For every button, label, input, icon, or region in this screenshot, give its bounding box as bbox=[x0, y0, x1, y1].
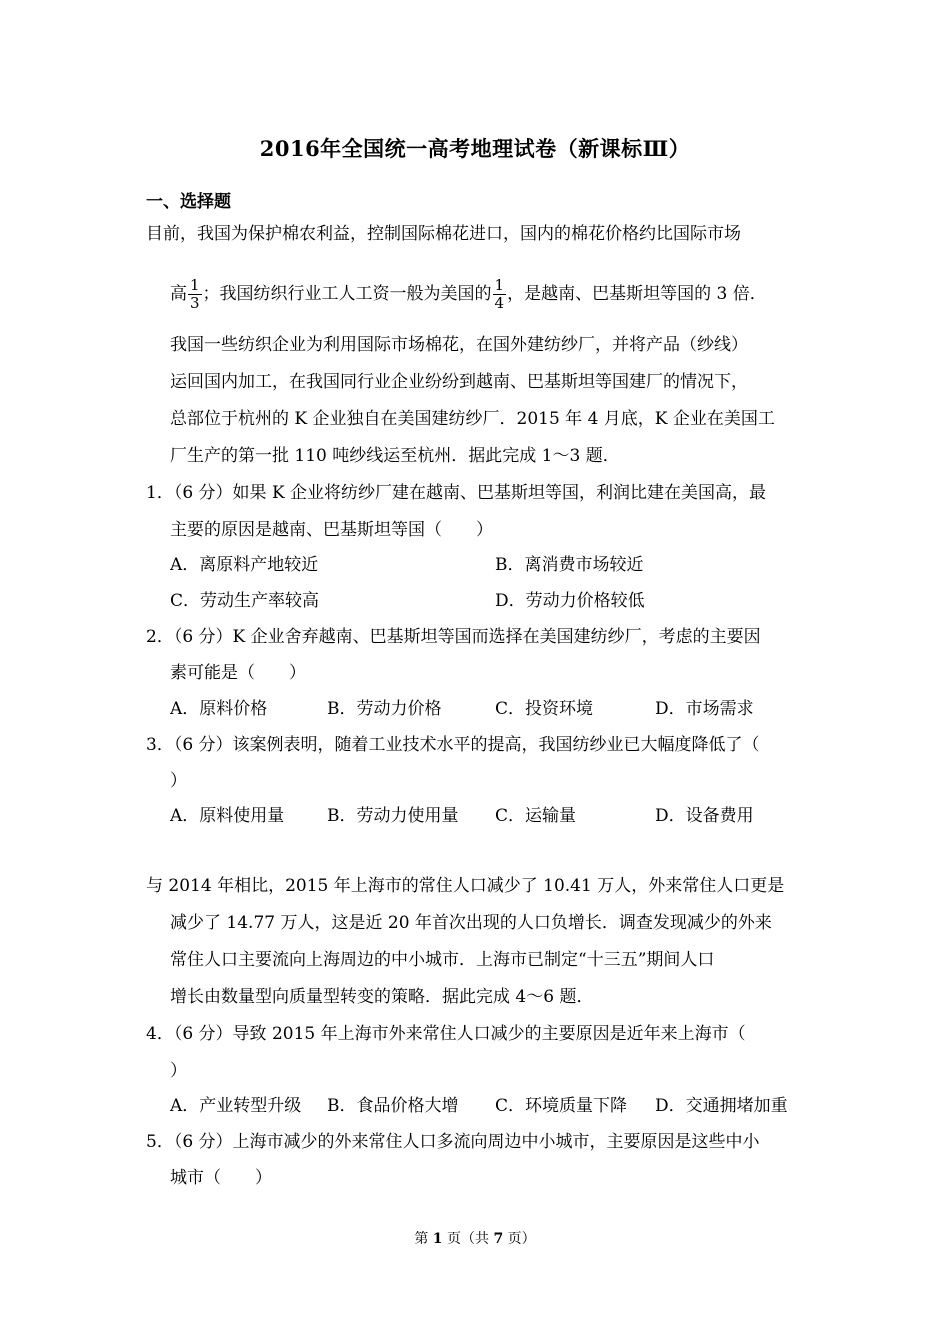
question-4-stem: 4．（6 分）导致 2015 年上海市外来常住人口减少的主要原因是近年来上海市（ bbox=[146, 1024, 746, 1044]
question-1-stem-cont: 主要的原因是越南、巴基斯坦等国（ ） bbox=[170, 520, 493, 540]
passage1-text: ；我国纺织行业工人工资一般为美国的 bbox=[202, 284, 492, 304]
passage1-line-3: 我国一些纺织企业为利用国际市场棉花，在国外建纺纱厂，并将产品（纱线） bbox=[170, 335, 748, 355]
passage1-line-6: 厂生产的第一批 110 吨纱线运至杭州．据此完成 1～3 题． bbox=[170, 446, 620, 466]
q2-option-d: D．市场需求 bbox=[655, 699, 754, 719]
fraction-one-third bbox=[188, 277, 202, 312]
passage2-line-1: 与 2014 年相比，2015 年上海市的常住人口减少了 10.41 万人，外来常住人口更是 bbox=[146, 876, 785, 896]
passage1-line-4: 运回国内加工，在我国同行业企业纷纷到越南、巴基斯坦等国建厂的情况下， bbox=[170, 372, 748, 392]
q3-option-b: B．劳动力使用量 bbox=[327, 806, 459, 826]
passage2-line-3: 常住人口主要流向上海周边的中小城市．上海市已制定“十三五”期间人口 bbox=[170, 950, 715, 970]
q4-option-b: B．食品价格大增 bbox=[327, 1096, 459, 1116]
q3-option-c: C．运输量 bbox=[495, 806, 577, 826]
fraction-numerator: 1 bbox=[190, 276, 200, 294]
fraction-denominator: 4 bbox=[494, 294, 505, 312]
fraction-denominator: 3 bbox=[190, 294, 200, 312]
question-3-stem: 3．（6 分）该案例表明，随着工业技术水平的提高，我国纺纱业已大幅度降低了（ bbox=[146, 735, 760, 755]
q2-option-c: C．投资环境 bbox=[495, 699, 594, 719]
q3-option-a: A．原料使用量 bbox=[170, 806, 285, 826]
q2-option-b: B．劳动力价格 bbox=[327, 699, 442, 719]
current-page-number: 1 bbox=[432, 1231, 443, 1247]
total-page-count: 7 bbox=[493, 1231, 504, 1247]
passage2-line-2: 减少了 14.77 万人，这是近 20 年首次出现的人口负增长．调查发现减少的外来 bbox=[170, 913, 772, 933]
section-heading: 一、选择题 bbox=[146, 192, 231, 212]
q1-option-b: B．离消费市场较近 bbox=[495, 555, 644, 575]
q1-option-d: D．劳动力价格较低 bbox=[495, 591, 645, 611]
page-title: 2016年全国统一高考地理试卷（新课标Ⅲ） bbox=[259, 136, 691, 161]
question-2-stem-cont: 素可能是（ ） bbox=[170, 663, 306, 683]
question-5-stem: 5．（6 分）上海市减少的外来常住人口多流向周边中小城市，主要原因是这些中小 bbox=[146, 1132, 760, 1152]
fraction-numerator: 1 bbox=[494, 276, 505, 294]
passage1-line-1: 目前，我国为保护棉农利益，控制国际棉花进口，国内的棉花价格约比国际市场 bbox=[146, 224, 741, 244]
passage1-line-5: 总部位于杭州的 K 企业独自在美国建纺纱厂．2015 年 4 月底，K 企业在美国工 bbox=[170, 409, 775, 429]
footer-text: 第 bbox=[414, 1231, 433, 1247]
passage1-text: ，是越南、巴基斯坦等国的 3 倍． bbox=[507, 284, 767, 304]
q4-option-d: D．交通拥堵加重 bbox=[655, 1096, 788, 1116]
passage1-text: 高 bbox=[170, 284, 187, 304]
question-4-stem-cont: ） bbox=[170, 1061, 187, 1081]
q3-option-d: D．设备费用 bbox=[655, 806, 754, 826]
passage2-line-4: 增长由数量型向质量型转变的策略．据此完成 4～6 题． bbox=[170, 987, 594, 1007]
footer-text: 页（共 bbox=[442, 1231, 494, 1247]
q2-option-a: A．原料价格 bbox=[170, 699, 268, 719]
q4-option-c: C．环境质量下降 bbox=[495, 1096, 628, 1116]
footer-text: 页） bbox=[503, 1231, 536, 1247]
question-5-stem-cont: 城市（ ） bbox=[170, 1168, 272, 1188]
question-2-stem: 2．（6 分）K 企业舍弃越南、巴基斯坦等国而选择在美国建纺纱厂，考虑的主要因 bbox=[146, 627, 761, 647]
q1-option-a: A．离原料产地较近 bbox=[170, 555, 319, 575]
fraction-one-quarter bbox=[493, 277, 507, 312]
page-footer bbox=[0, 1228, 950, 1248]
question-3-stem-cont: ） bbox=[170, 771, 187, 791]
passage1-line-2 bbox=[170, 277, 767, 312]
q1-option-c: C．劳动生产率较高 bbox=[170, 591, 320, 611]
q4-option-a: A．产业转型升级 bbox=[170, 1096, 302, 1116]
question-1-stem: 1．（6 分）如果 K 企业将纺纱厂建在越南、巴基斯坦等国，利润比建在美国高，最 bbox=[146, 483, 767, 503]
